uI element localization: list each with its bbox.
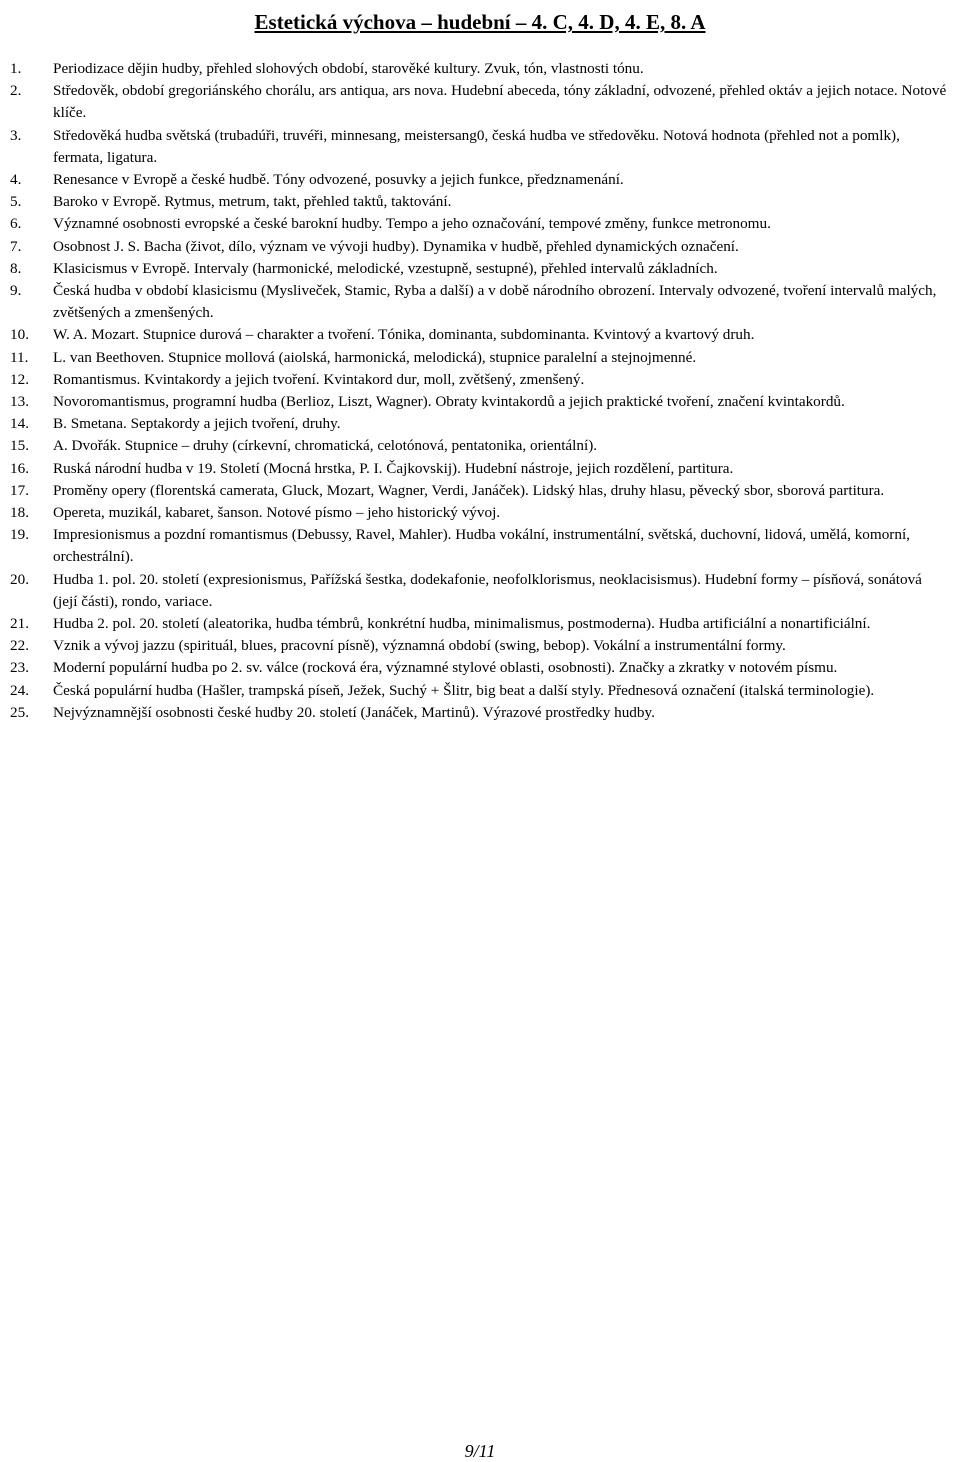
list-item bbox=[10, 657, 948, 679]
topic-text: Hudba 2. pol. 20. století (aleatorika, hudba témbrů, konkrétní hudba, minimalismus, postmoderna). Hudba artificiální a nonartificiální. bbox=[53, 615, 871, 633]
topic-text: A. Dvořák. Stupnice – druhy (církevní, chromatická, celotónová, pentatonika, orientální). bbox=[53, 437, 598, 455]
topic-text: Osobnost J. S. Bacha (život, dílo, význam ve vývoji hudby). Dynamika v hudbě, přehled dynamických označení. bbox=[53, 237, 739, 255]
list-item bbox=[10, 391, 948, 413]
topic-number: 1. bbox=[10, 60, 22, 77]
topic-text: Nejvýznamnější osobnosti české hudby 20. století (Janáček, Martinů). Výrazové prostředky hudby. bbox=[53, 703, 655, 721]
topic-number: 25. bbox=[10, 703, 29, 721]
topic-number: 13. bbox=[10, 393, 29, 411]
topic-number: 3. bbox=[10, 126, 22, 144]
topic-number: 2. bbox=[10, 82, 22, 100]
topic-text: Baroko v Evropě. Rytmus, metrum, takt, přehled taktů, taktování. bbox=[53, 193, 452, 211]
list-item bbox=[10, 369, 948, 391]
topic-number: 24. bbox=[10, 681, 29, 699]
topic-text: Hudba 1. pol. 20. století (expresionismus, Pařížská šestka, dodekafonie, neofolklorismus, neoklacisismus). Hudební formy – písňová, sonátová (její části), rondo, variace. bbox=[53, 570, 922, 610]
topic-number: 17. bbox=[10, 481, 29, 499]
list-item bbox=[10, 169, 948, 191]
topic-number: 18. bbox=[10, 504, 29, 522]
document-title bbox=[0, 8, 960, 36]
list-item bbox=[10, 435, 948, 457]
topic-text: Ruská národní hudba v 19. Století (Mocná hrstka, P. I. Čajkovskij). Hudební nástroje, jejich rozdělení, partitura. bbox=[53, 459, 734, 477]
list-item bbox=[10, 258, 948, 280]
topic-number: 7. bbox=[10, 237, 22, 255]
list-item bbox=[10, 125, 948, 169]
topic-text: Opereta, muzikál, kabaret, šanson. Notové písmo – jeho historický vývoj. bbox=[53, 504, 501, 522]
topic-text: L. van Beethoven. Stupnice mollová (aiolská, harmonická, melodická), stupnice paralelní a stejnojmenné. bbox=[53, 348, 697, 366]
topic-text: B. Smetana. Septakordy a jejich tvoření, druhy. bbox=[53, 415, 341, 433]
topic-text: Vznik a vývoj jazzu (spirituál, blues, pracovní písně), významná období (swing, bebop). Vokální a instrumentální formy. bbox=[53, 637, 786, 655]
topic-number: 20. bbox=[10, 570, 29, 588]
topic-number: 8. bbox=[10, 259, 22, 277]
topic-text: Impresionismus a pozdní romantismus (Debussy, Ravel, Mahler). Hudba vokální, instrumentální, světská, duchovní, lidová, umělá, komorní, orchestrální). bbox=[53, 526, 910, 566]
topic-text: Proměny opery (florentská camerata, Gluck, Mozart, Wagner, Verdi, Janáček). Lidský hlas, druhy hlasu, pěvecký sbor, sborová partitura. bbox=[53, 481, 885, 499]
topic-number: 11. bbox=[10, 348, 29, 366]
topic-number: 22. bbox=[10, 637, 29, 655]
list-item bbox=[10, 324, 948, 346]
topic-text: Středověká hudba světská (trubadúři, truvéři, minnesang, meistersang0, česká hudba ve středověku. Notová hodnota (přehled not a pomlk), fermata, ligatura. bbox=[53, 126, 900, 166]
topic-text: Romantismus. Kvintakordy a jejich tvoření. Kvintakord dur, moll, zvětšený, zmenšený. bbox=[53, 370, 585, 388]
topic-number: 6. bbox=[10, 215, 22, 233]
page-number: 9/11 bbox=[464, 1441, 496, 1461]
list-item bbox=[10, 213, 948, 235]
topic-text: Moderní populární hudba po 2. sv. válce (rocková éra, významné stylové oblasti, osobnosti). Značky a zkratky v notovém písmu. bbox=[53, 659, 838, 677]
topic-number: 5. bbox=[10, 193, 22, 211]
topic-number: 16. bbox=[10, 459, 29, 477]
list-item bbox=[10, 347, 948, 369]
topic-number: 12. bbox=[10, 370, 29, 388]
list-item bbox=[10, 524, 948, 568]
document-title-text: Estetická výchova – hudební – 4. C, 4. D, 4. E, 8. A bbox=[254, 10, 706, 34]
topic-number: 14. bbox=[10, 415, 29, 433]
topic-text: Středověk, období gregoriánského chorálu, ars antiqua, ars nova. Hudební abeceda, tóny základní, odvozené, přehled oktáv a jejich notace. Notové klíče. bbox=[53, 82, 947, 122]
topic-text: Klasicismus v Evropě. Intervaly (harmonické, melodické, vzestupně, sestupné), přehled intervalů základních. bbox=[53, 259, 718, 277]
topic-number: 21. bbox=[10, 615, 29, 633]
list-item bbox=[10, 191, 948, 213]
list-item bbox=[10, 480, 948, 502]
list-item bbox=[10, 80, 948, 124]
topic-number: 4. bbox=[10, 171, 22, 189]
list-item bbox=[10, 58, 948, 80]
list-item bbox=[10, 280, 948, 324]
list-item bbox=[10, 236, 948, 258]
topic-text: Periodizace dějin hudby, přehled slohových období, starověké kultury. Zvuk, tón, vlastnosti tónu. bbox=[53, 60, 644, 77]
topic-number: 19. bbox=[10, 526, 29, 544]
topic-number: 15. bbox=[10, 437, 29, 455]
list-item bbox=[10, 680, 948, 702]
topic-text: W. A. Mozart. Stupnice durová – charakter a tvoření. Tónika, dominanta, subdominanta. Kvintový a kvartový druh. bbox=[53, 326, 755, 344]
list-item bbox=[10, 613, 948, 635]
topic-number: 9. bbox=[10, 282, 22, 300]
list-item bbox=[10, 458, 948, 480]
topic-text: Renesance v Evropě a české hudbě. Tóny odvozené, posuvky a jejich funkce, předznamenání. bbox=[53, 171, 624, 189]
topic-text: Novoromantismus, programní hudba (Berlioz, Liszt, Wagner). Obraty kvintakordů a jejich praktické tvoření, značení kvintakordů. bbox=[53, 393, 845, 411]
list-item bbox=[10, 635, 948, 657]
topic-list bbox=[10, 58, 948, 724]
topic-text: Významné osobnosti evropské a české barokní hudby. Tempo a jeho označování, tempové změny, funkce metronomu. bbox=[53, 215, 771, 233]
topic-number: 23. bbox=[10, 659, 29, 677]
topic-number: 10. bbox=[10, 326, 29, 344]
list-item bbox=[10, 413, 948, 435]
list-item bbox=[10, 502, 948, 524]
topic-text: Česká hudba v období klasicismu (Mysliveček, Stamic, Ryba a další) a v době národního obrození. Intervaly odvozené, tvoření intervalů malých, zvětšených a zmenšených. bbox=[53, 282, 937, 322]
list-item bbox=[10, 702, 948, 724]
topic-text: Česká populární hudba (Hašler, trampská píseň, Ježek, Suchý + Šlitr, big beat a další styly. Přednesová označení (italská terminologie). bbox=[53, 681, 875, 699]
list-item bbox=[10, 569, 948, 613]
